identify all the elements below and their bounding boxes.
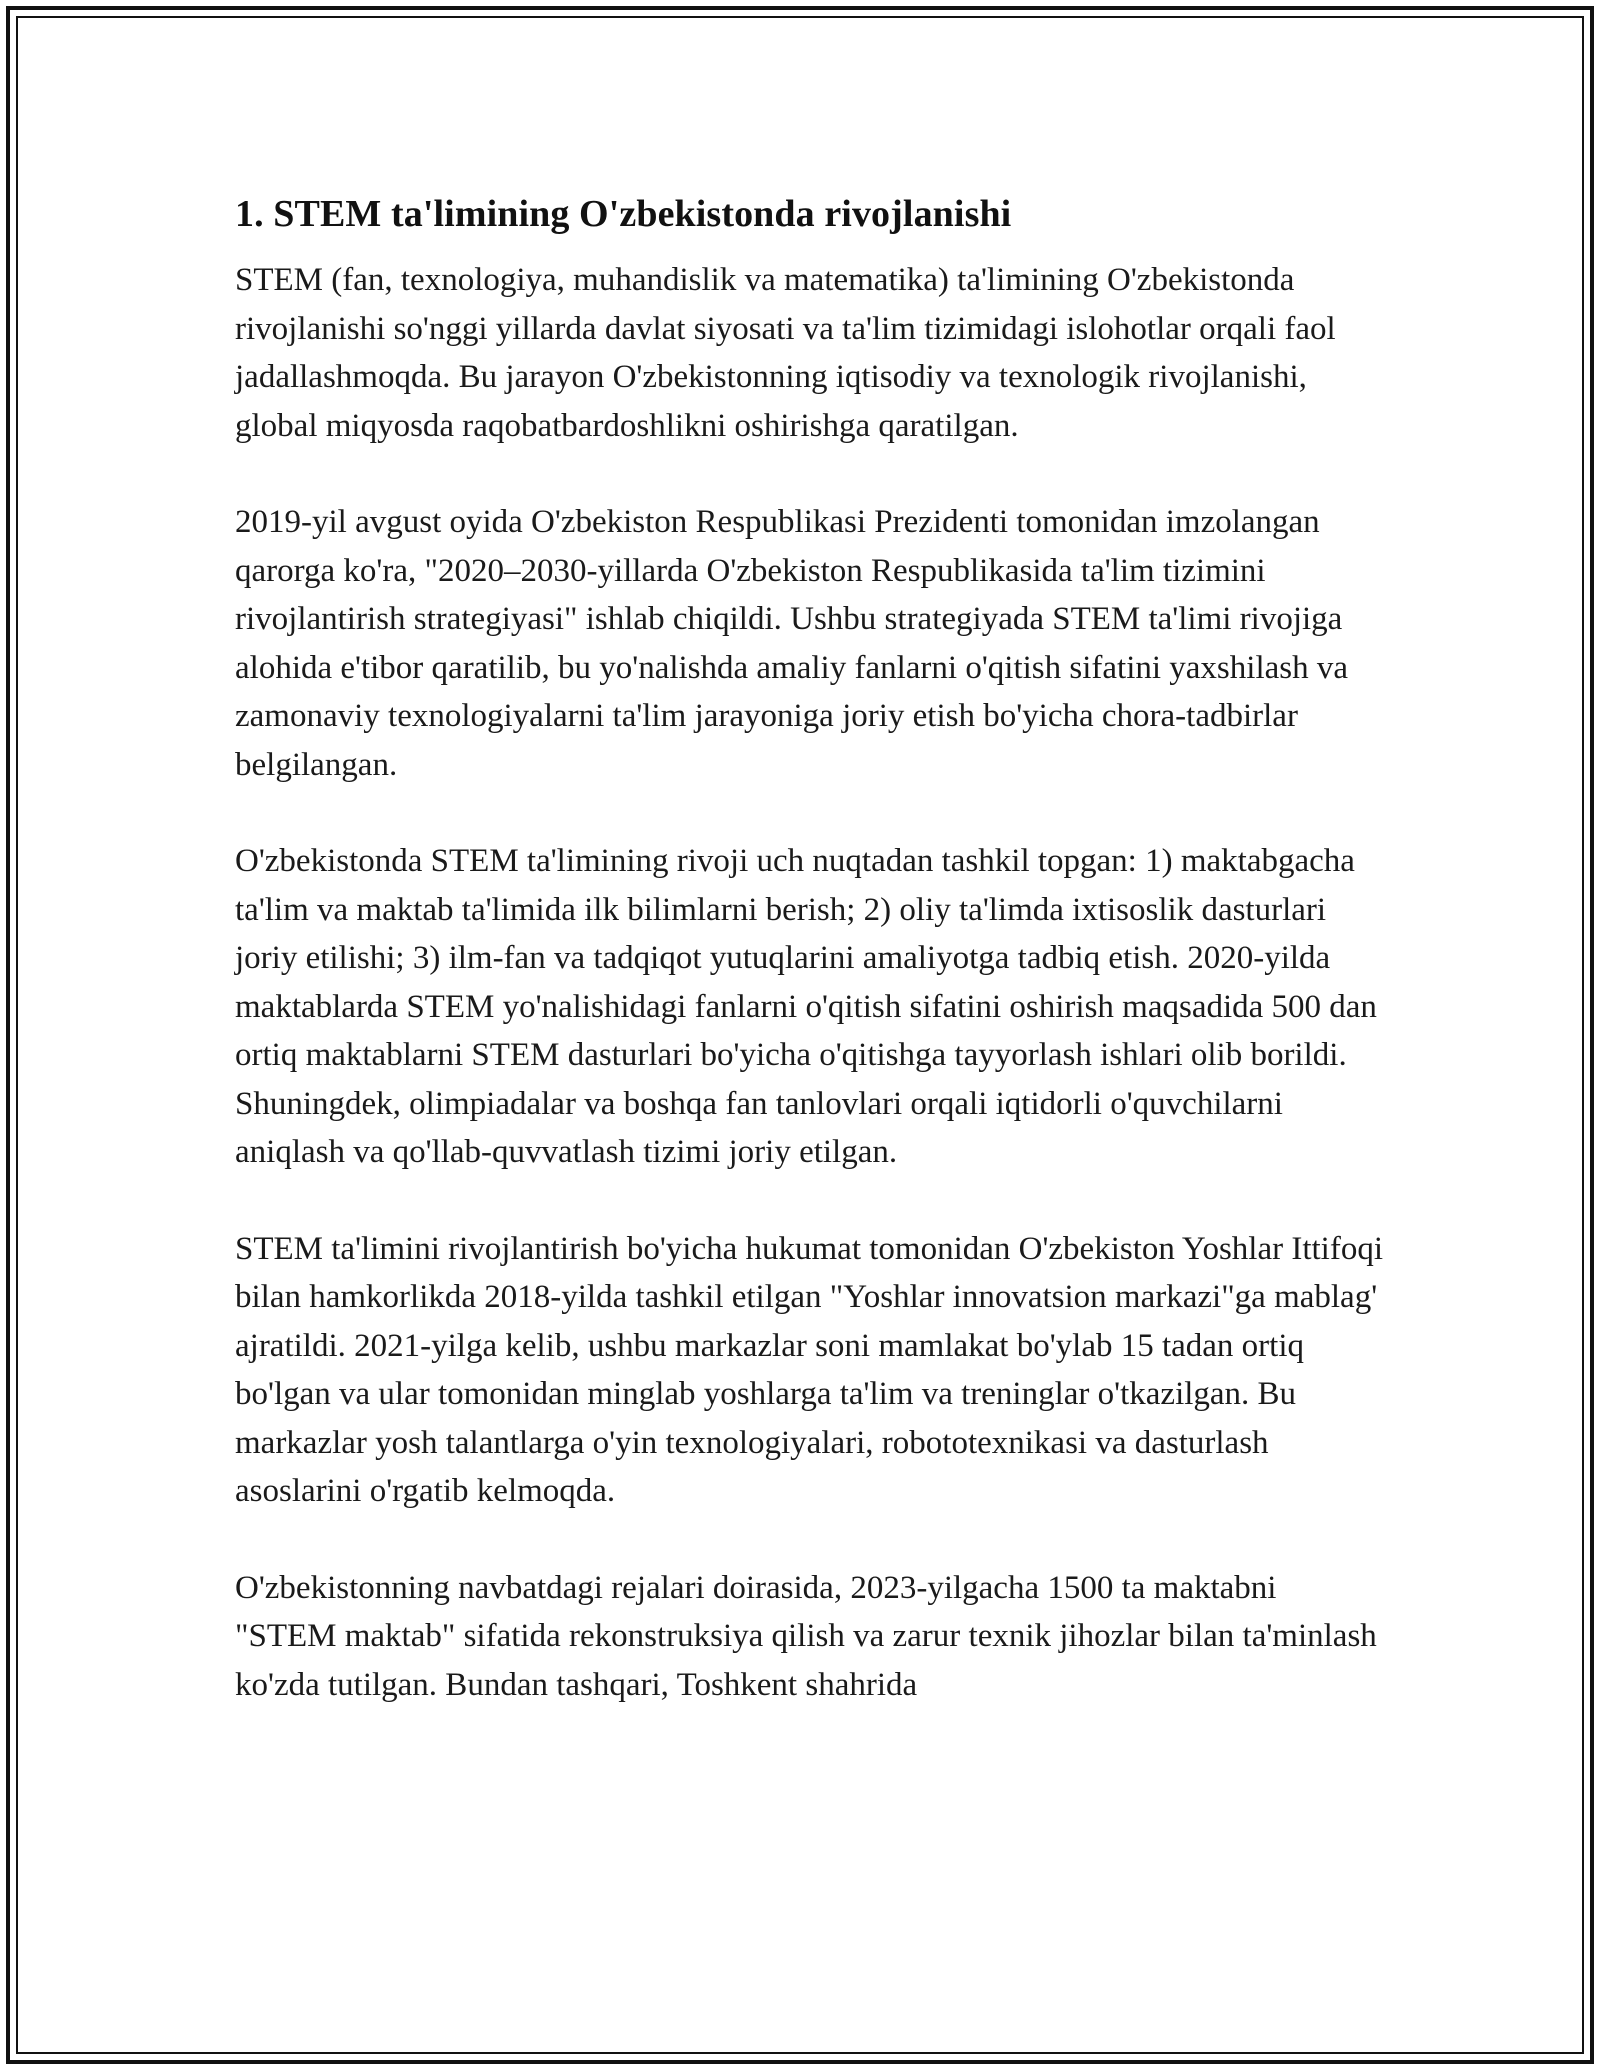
section-title: 1. STEM ta'limining O'zbekistonda rivojlanishi (235, 193, 1012, 235)
paragraph-2: 2019-yil avgust oyida O'zbekiston Respublikasi Prezidenti tomonidan imzolangan qarorga ko'ra, "2020–2030-yillarda O'zbekiston Respublikasida ta'lim tizimini rivojlantirish strategiyasi" ishlab chiqildi. Ushbu strategiyada STEM ta'limi rivojiga alohida e'tibor qaratilib, bu yo'nalishda amaliy fanlarni o'qitish sifatini yaxshilash va zamonaviy texnologiyalarni ta'lim jarayoniga joriy etish bo'yicha chora-tadbirlar belgilangan. (235, 504, 1348, 783)
paragraph-4: STEM ta'limini rivojlantirish bo'yicha hukumat tomonidan O'zbekiston Yoshlar Ittifoqi bilan hamkorlikda 2018-yilda tashkil etilgan "Yoshlar innovatsion markazi"ga mablag' ajratildi. 2021-yilga kelib, ushbu markazlar soni mamlakat bo'ylab 15 tadan ortiq bo'lgan va ular tomonidan minglab yoshlarga ta'lim va treninglar o'tkazilgan. Bu markazlar yosh talantlarga o'yin texnologiyalari, robototexnikasi va dasturlash asoslarini o'rgatib kelmoqda. (235, 1230, 1383, 1509)
document-body (235, 186, 1385, 1709)
paragraph-3: O'zbekistonda STEM ta'limining rivoji uch nuqtadan tashkil topgan: 1) maktabgacha ta'lim va maktab ta'limida ilk bilimlarni berish; 2) oliy ta'limda ixtisoslik dasturlari joriy etilishi; 3) ilm-fan va tadqiqot yutuqlarini amaliyotga tadbiq etish. 2020-yilda maktablarda STEM yo'nalishidagi fanlarni o'qitish sifatini oshirish maqsadida 500 dan ortiq maktablarni STEM dasturlari bo'yicha o'qitishga tayyorlash ishlari olib borildi. Shuningdek, olimpiadalar va boshqa fan tanlovlari orqali iqtidorli o'quvchilarni aniqlash va qo'llab-quvvatlash tizimi joriy etilgan. (235, 843, 1377, 1170)
paragraph-5: O'zbekistonning navbatdagi rejalari doirasida, 2023-yilgacha 1500 ta maktabni "STEM maktab" sifatida rekonstruksiya qilish va zarur texnik jihozlar bilan ta'minlash ko'zda tutilgan. Bundan tashqari, Toshkent shahrida (235, 1569, 1377, 1703)
paragraph-1: STEM (fan, texnologiya, muhandislik va matematika) ta'limining O'zbekistonda rivojlanishi so'nggi yillarda davlat siyosati va ta'lim tizimidagi islohotlar orqali faol jadallashmoqda. Bu jarayon O'zbekistonning iqtisodiy va texnologik rivojlanishi, global miqyosda raqobatbardoshlikni oshirishga qaratilgan. (235, 262, 1336, 444)
